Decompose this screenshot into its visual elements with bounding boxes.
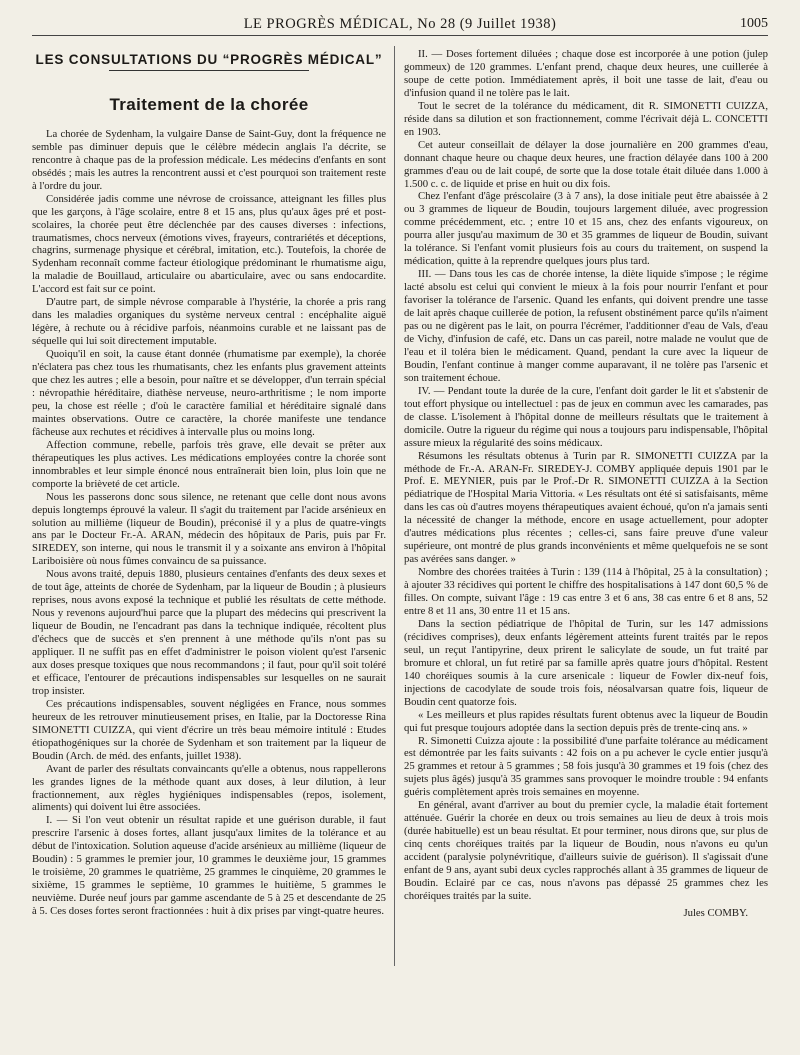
paragraph: Affection commune, rebelle, parfois très grave, elle devait se prêter aux thérapeutiques les plus actives. Les médications employées contre la chorée sont innombrables et leur simple énoncé nous entraînerait bien loin, plus loin que ne comporte la brièveté de cet article. (32, 438, 386, 490)
header-rule (32, 35, 768, 36)
paragraph: Avant de parler des résultats convaincants qu'elle a obtenus, nous rappellerons les grandes lignes de la méthode quant aux doses, à leur dilution, à leur fractionnement, aux règles hygiéniques indispensables (repos, isolement, aliments) qui doivent lui être associées. (32, 762, 386, 814)
paragraph: Nous les passerons donc sous silence, ne retenant que celle dont nous avons depuis longtemps éprouvé la valeur. Il s'agit du traitement par l'acide arsénieux en solution au millième (liqueur de Boudin), préconisé il y a plus de quatre-vingts ans par le Docteur Fr.-A. ARAN, médecin des hôpitaux de Paris, puis par Fr. SIREDEY, son interne, qui nous le transmit il y a soixante ans environ à l'hôpital Lariboisière où nous fûmes convaincu de sa puissance. (32, 490, 386, 568)
paragraph: R. Simonetti Cuizza ajoute : la possibilité d'une parfaite tolérance au médicament est démontrée par les faits suivants : 42 fois on a pu achever le cycle entier jusqu'à 25 grammes et retour à 5 grammes ; 58 fois jusqu'à 30 grammes et 19 fois (chez des sujets plus âgés) jusqu'à 35 grammes sans provoquer le moindre trouble : 94 enfants guéris complètement après trois semaines en moyenne. (404, 734, 768, 799)
article-title: Traitement de la chorée (109, 94, 309, 114)
section-heading: LES CONSULTATIONS DU “PROGRÈS MÉDICAL” (35, 52, 383, 67)
paragraph: III. — Dans tous les cas de chorée intense, la diète liquide s'impose ; le régime lacté absolu est celui qui convient le mieux à la fois pour nourrir l'enfant et pour favoriser la tolérance de l'arsenic. Quand les enfants, qui doivent prendre une tasse de lait après chaque cuillerée de potion, la refusent obstinément parce qu'ils n'aiment pas ou ne digèrent pas le lait, on pourra l'écrémer, l'additionner d'eau de Vals, d'eau de Vichy, d'infusion de café, etc. Dans un cas pareil, notre malade ne voulut que de l'eau et il toléra bien le médicament. Quand, pendant la cure avec la liqueur de Boudin, l'enfant continue à manger comme auparavant, il ne tolère pas l'arsenic et son traitement échoue. (404, 268, 768, 384)
paragraph: Considérée jadis comme une névrose de croissance, atteignant les filles plus que les garçons, à l'âge scolaire, entre 8 et 15 ans, plus qu'aux âges pré et post-scolaires, la chorée peut être déclenchée par des causes diverses : infections, traumatismes, chocs nerveux (émotions vives, frayeurs, contrariétés et déceptions, chagrins, surmenage physique et cérébral, imitation, etc.). Toutefois, la chorée de Sydenham reconnaît comme facteur étiologique prédominant le rhumatisme aigu, la maladie de Bouillaud, articulaire ou abarticulaire, avec ou sans endocardite. L'accord est fait sur ce point. (32, 192, 386, 296)
left-column (32, 50, 386, 918)
page-number: 1005 (740, 16, 768, 31)
journal-title: LE PROGRÈS MÉDICAL, No 28 (9 Juillet 1938) (243, 16, 557, 32)
paragraph: D'autre part, de simple névrose comparable à l'hystérie, la chorée a pris rang dans les maladies organiques du système nerveux central : encéphalite aiguë légère, à rechute ou à récidive parfois, néanmoins curable et ne laissant pas de séquelle qui lui soit directement imputable. (32, 296, 386, 348)
paragraph: Résumons les résultats obtenus à Turin par R. SIMONETTI CUIZZA par la méthode de Fr.-A. ARAN-Fr. SIREDEY-J. COMBY appliquée depuis 1901 par le Prof. E. MEYNIER, puis par le Prof.-Dr R. SIMONETTI CUIZZA à la Section pédiatrique de l'Hospital Maria Vittoria. « Les résultats ont été si satisfaisants, même dans les cas où d'autres moyens thérapeutiques avaient échoué, qu'on n'a jamais senti la nécessité de changer la méthode, encore en usage actuellement, pour adopter d'autres médications plus récentes ; celles-ci, sans faire preuve d'une valeur supérieure, ont montré de plus grands inconvénients et même quelquefois ne se sont pas avérées sans danger. » (404, 449, 768, 566)
paragraph: En général, avant d'arriver au bout du premier cycle, la maladie était fortement atténuée. Guérir la chorée en deux ou trois semaines au lieu de deux à trois mois (durée habituelle) est un beau résultat. Et pour terminer, nous dirons que, sur plus de cinq cents choréiques traités par la liqueur de Boudin, nous n'avons eu qu'un accident (paralysie polynévritique, d'ailleurs suivie de guérison). Il s'agissait d'une enfant de 9 ans, ayant subi deux cycles rapprochés allant à 35 grammes de liqueur de Boudin. Eclairé par ce cas, nous n'avons pas dépassé 25 grammes chez les choréiques traités par la suite. (404, 799, 768, 902)
paragraph: IV. — Pendant toute la durée de la cure, l'enfant doit garder le lit et s'abstenir de tout effort physique ou intellectuel : pas de jeux en commun avec les camarades, pas de classe. L'isolement à l'hôpital donne de meilleurs résultats que le traitement à domicile. Outre la rigueur du régime qui nous a toujours paru indispensable, l'hôpital assure mieux la régularité des soins médicaux. (404, 384, 768, 449)
author-signature: Jules COMBY. (683, 906, 748, 919)
column-divider (394, 46, 395, 966)
section-rule (109, 70, 309, 71)
paragraph: Ces précautions indispensables, souvent négligées en France, nous sommes heureux de les retrouver minutieusement prises, en Italie, par la Doctoresse Rina SIMONETTI CUIZZA, qui vient d'écrire un très beau mémoire intitulé : Etudes étiopathogéniques sur la chorée de Sydenham et son traitement par la liqueur de Boudin (Arch. de méd. des enfants, juillet 1938). (32, 697, 386, 762)
paragraph: Dans la section pédiatrique de l'hôpital de Turin, sur les 147 admissions (récidives comprises), deux enfants légèrement atteints furent traités par le repos seul, un reçut l'antipyrine, deux prirent le salicylate de soude, un fut traité par bromure et chloral, un fut retiré par sa famille après quatre jours d'hôpital. Restent 140 choréiques soumis à la cure arsenicale : liqueur de Fowler dix-neuf fois, injections de cacodylate de soude trois fois, néosalvarsan quatre fois, liqueur de Boudin cent quatorze fois. (404, 617, 768, 708)
paragraph: I. — Si l'on veut obtenir un résultat rapide et une guérison durable, il faut prescrire l'arsenic à doses fortes, allant jusqu'aux limites de la tolérance et au début de l'intoxication. Solution aqueuse d'acide arsénieux au millième (liqueur de Boudin) : 5 grammes le premier jour, 10 grammes le deuxième jour, 15 grammes le troisième, 20 grammes le quatrième, 25 grammes le cinquième, 20 grammes le sixième, 15 grammes le septième, 10 grammes le huitième, 5 grammes le neuvième. Durée neuf jours par gamme ascendante de 5 à 25 et descendante de 25 à 5. Ces doses fortes seront fractionnées : huit à dix prises par vingt-quatre heures. (32, 814, 386, 918)
paragraph: La chorée de Sydenham, la vulgaire Danse de Saint-Guy, dont la fréquence ne semble pas diminuer depuis que le célèbre médecin anglais l'a décrite, se rencontre à chaque pas de la profession médicale. Les médecins d'enfants en sont obsédés ; mais les autres la rencontrent aussi et c'est pourquoi son traitement reste à l'ordre du jour. (32, 127, 386, 192)
paragraph: « Les meilleurs et plus rapides résultats furent obtenus avec la liqueur de Boudin qui fut presque toujours adoptée dans la section depuis près de trente-cinq ans. » (404, 708, 768, 734)
right-column (404, 48, 768, 920)
paragraph: Tout le secret de la tolérance du médicament, dit R. SIMONETTI CUIZZA, réside dans sa dilution et son fractionnement, comme l'écrivait déjà L. CONCETTI en 1903. (404, 99, 768, 138)
page-header (0, 14, 800, 36)
paragraph: Chez l'enfant d'âge préscolaire (3 à 7 ans), la dose initiale peut être abaissée à 2 ou 3 grammes de liqueur de Boudin, toujours largement diluée, avec progression comme précédemment, etc. ; entre 10 et 15 ans, chez des enfants vigoureux, on pourra aller jusqu'au maximum de 30 et 35 grammes de liqueur de Boudin, suivant la tolérance. Si l'enfant vomit plusieurs fois au cours du traitement, on suspend la médication, quitte à la reprendre quelques jours plus tard. (404, 190, 768, 268)
paragraph: Nous avons traité, depuis 1880, plusieurs centaines d'enfants des deux sexes et de tout âge, atteints de chorée de Sydenham, par la liqueur de Boudin ; à plusieurs reprises, nous avons exposé la technique et publié les résultats de cette méthode. Nous y revenons aujourd'hui parce que la plupart des médecins qui prescrivent la liqueur de Boudin, ne l'encadrant pas dans la technique indiquée, récoltent plus d'échecs que de succès et s'en prennent à une méthode qu'ils n'ont pas su appliquer. Il ne suffit pas en effet d'administrer le poison violent qu'est l'arsenic aux doses presque toxiques que nous recommandons ; il faut, pour qu'il soit toléré et efficace, l'entourer de précautions indispensables sur lesquelles on ne saurait trop insister. (32, 568, 386, 697)
paragraph: Cet auteur conseillait de délayer la dose journalière en 200 grammes d'eau, donnant chaque heure ou chaque deux heures, une fraction délayée dans 100 à 200 grammes d'eau ou de lait coupé, de sorte que la dose totale était diluée dans 1.000 à 1.500 c. c. de liquide et prise en huit ou dix fois. (404, 138, 768, 190)
paragraph: Quoiqu'il en soit, la cause étant donnée (rhumatisme par exemple), la chorée n'éclatera pas chez tous les rhumatisants, chez les enfants plus gravement atteints que chez les autres ; elle a besoin, pour naître et se développer, d'un terrain spécial : névropathie héréditaire, diathèse nerveuse, neuro-arthritisme ; le nom importe peu, la chose est réelle ; d'où le caractère familial et héréditaire signalé dans maintes observations. Outre ce caractère, la chorée manifeste une tendance fâcheuse aux rechutes et récidives à intervalle plus ou moins long. (32, 348, 386, 438)
paragraph: II. — Doses fortement diluées ; chaque dose est incorporée à une potion (julep gommeux) de 120 grammes. L'enfant prend, chaque deux heures, une cuillerée à soupe de cette potion. Immédiatement après, il boit une tasse de lait, d'eau ou d'infusion quand il ne tolère pas le lait. (404, 48, 768, 99)
paragraph: Nombre des chorées traitées à Turin : 139 (114 à l'hôpital, 25 à la consultation) ; à ajouter 33 récidives qui portent le chiffre des hospitalisations à 147 dont 60,5 % de filles. On compte, suivant l'âge : 19 cas entre 3 et 6 ans, 38 cas entre 6 et 8 ans, 52 entre 8 et 11 ans, 30 entre 11 et 15 ans. (404, 566, 768, 617)
